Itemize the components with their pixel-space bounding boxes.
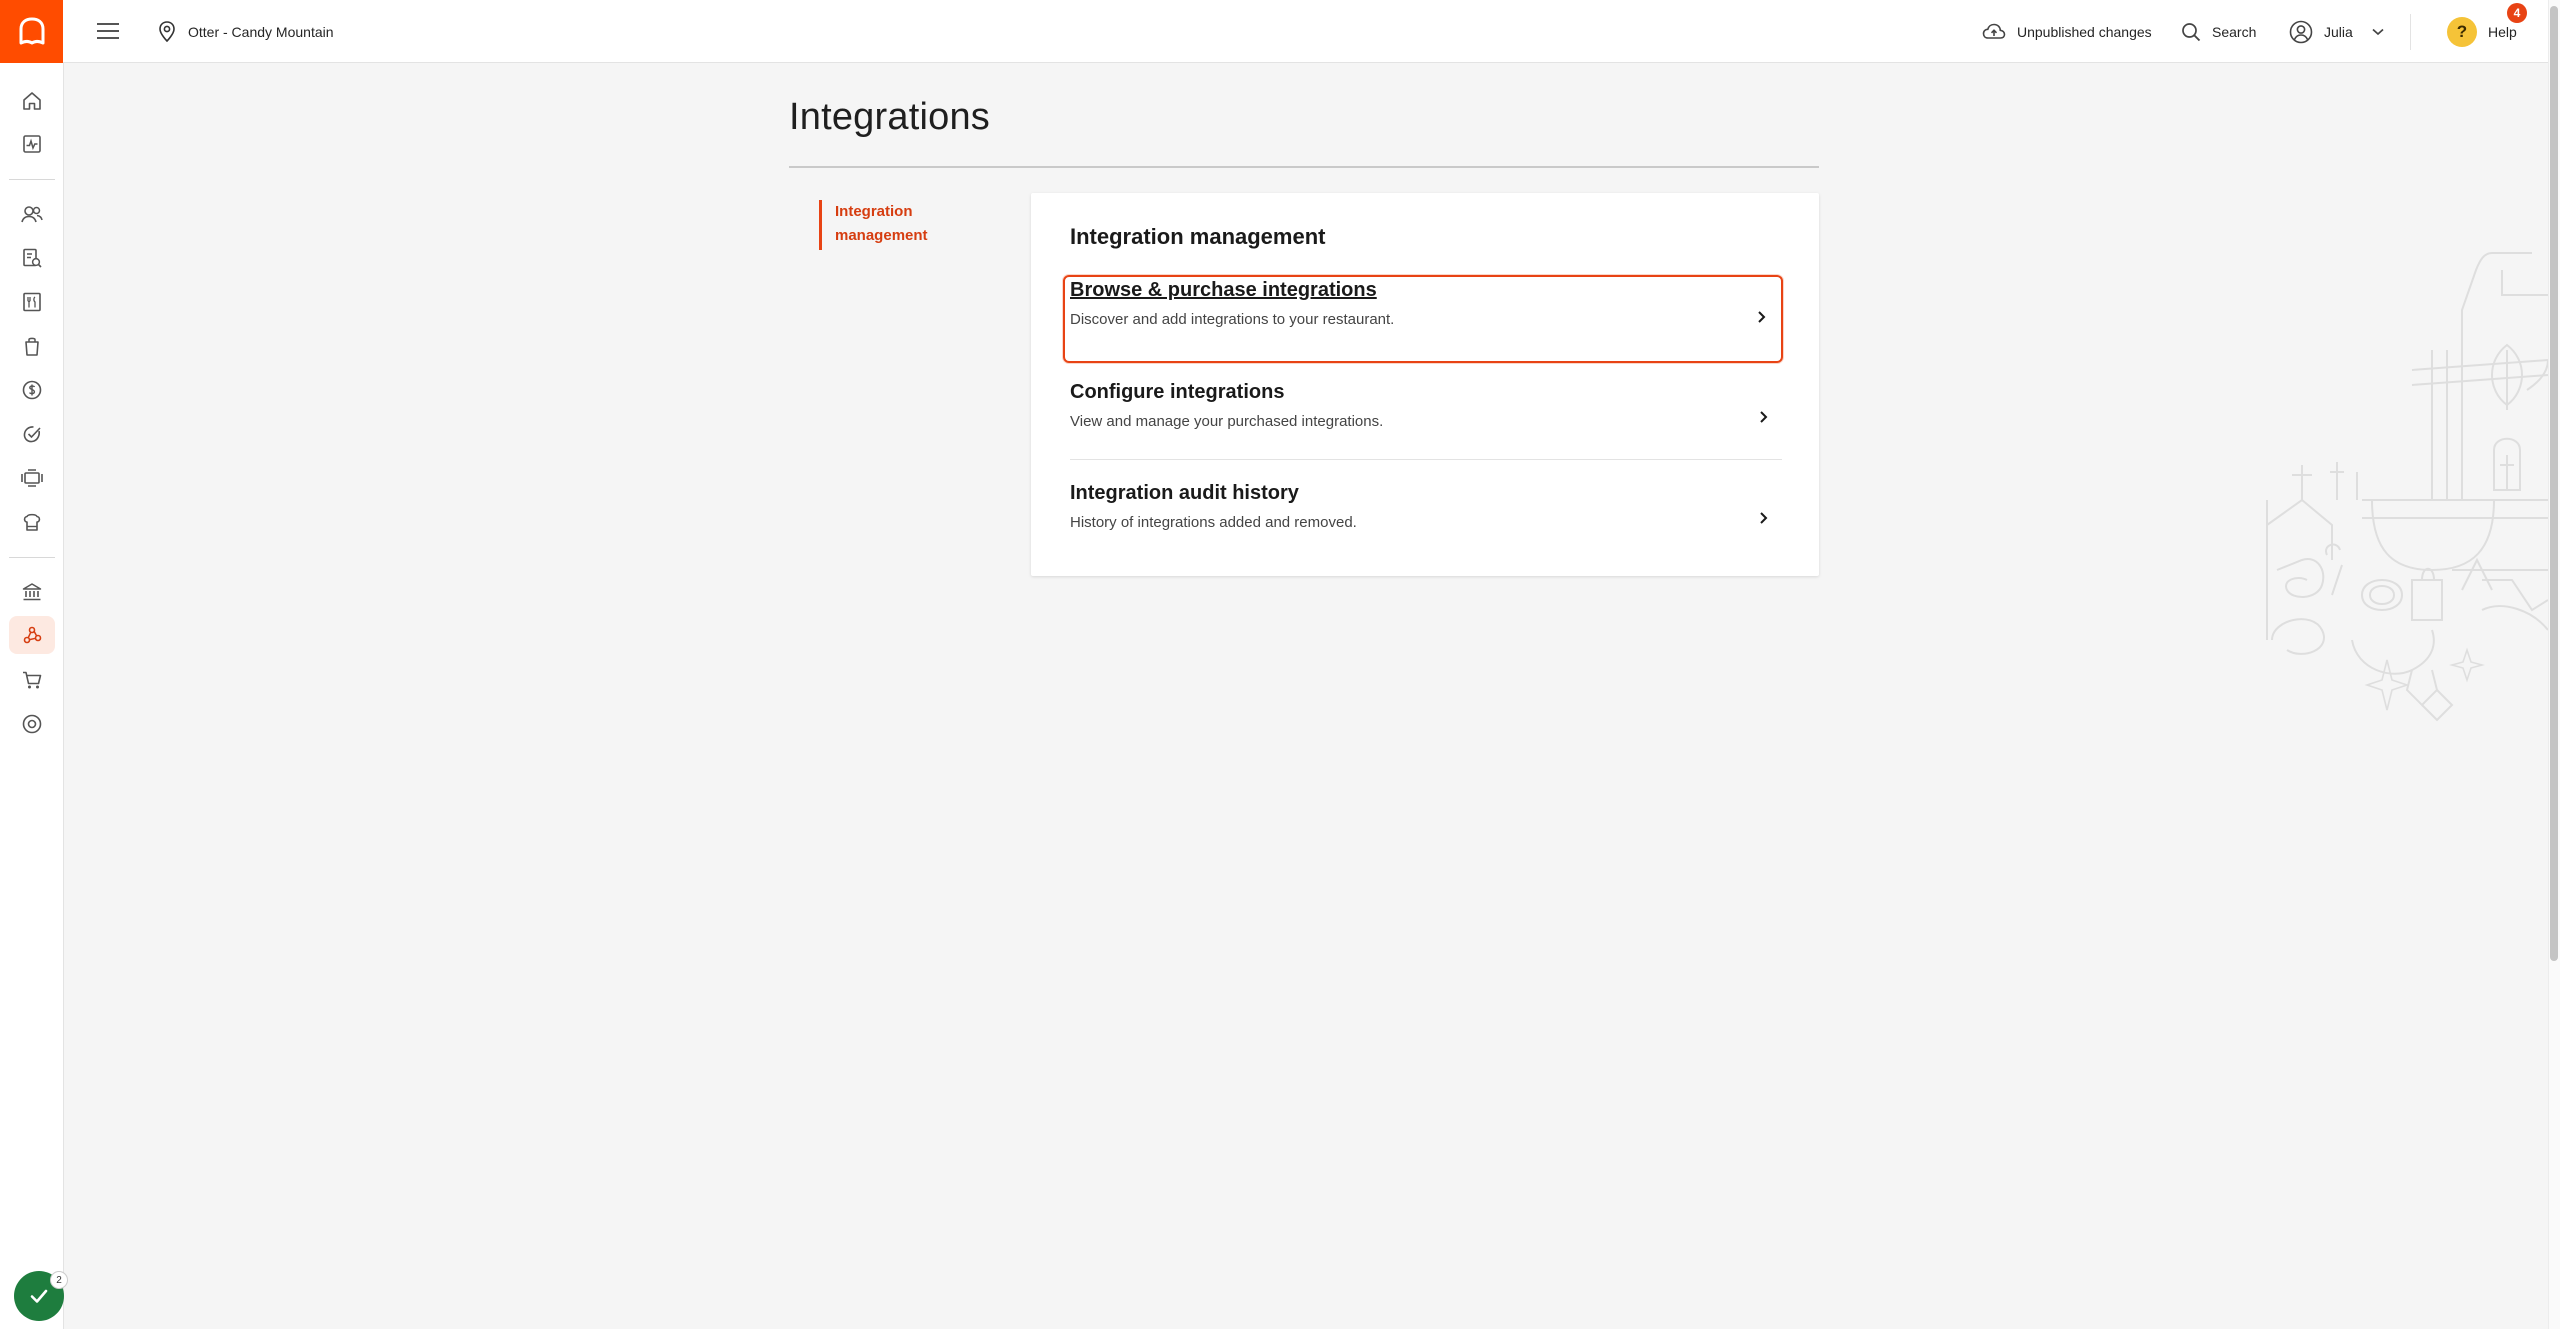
user-name: Julia	[2324, 24, 2353, 40]
topbar-divider	[2410, 14, 2411, 50]
logo-button[interactable]	[0, 0, 63, 63]
kitchen-icon	[21, 511, 43, 533]
scrollbar-thumb[interactable]	[2550, 6, 2558, 961]
configure-integrations-link[interactable]	[1063, 377, 1783, 465]
help-notification-badge: 4	[2507, 3, 2527, 23]
row-title: Configure integrations	[1070, 381, 1285, 403]
title-divider	[789, 166, 1819, 168]
hamburger-menu-icon[interactable]	[95, 20, 121, 42]
sidebar-item-bank[interactable]	[9, 573, 55, 611]
marketing-icon	[21, 423, 43, 445]
analytics-icon	[21, 133, 43, 155]
location-name: Otter - Candy Mountain	[188, 24, 334, 40]
help-button[interactable]	[2447, 18, 2517, 46]
toast-logo-icon	[15, 15, 49, 49]
chevron-right-icon	[1755, 305, 1769, 329]
sidebar-item-guests[interactable]	[9, 195, 55, 233]
checkmark-icon	[26, 1283, 52, 1309]
sidebar	[0, 63, 64, 1329]
sidebar-item-menus[interactable]	[9, 283, 55, 321]
help-label: Help	[2488, 24, 2517, 40]
page-title: Integrations	[789, 96, 990, 138]
cloud-upload-icon	[1982, 22, 2006, 42]
help-icon	[2447, 17, 2477, 47]
home-icon	[21, 90, 43, 112]
integration-management-card	[1031, 193, 1819, 576]
sidebar-item-home[interactable]	[9, 82, 55, 120]
payments-icon	[21, 379, 43, 401]
checklist-count-badge: 2	[50, 1271, 68, 1289]
search-label: Search	[2212, 24, 2257, 40]
chevron-down-icon	[2370, 27, 2386, 37]
menus-icon	[21, 291, 43, 313]
sidebar-item-kitchen[interactable]	[9, 503, 55, 541]
reports-icon	[21, 247, 43, 269]
chevron-right-icon	[1757, 506, 1771, 530]
unpublished-changes-button[interactable]	[1982, 18, 2152, 46]
row-description: View and manage your purchased integrations.	[1070, 413, 1384, 430]
integration-audit-history-link[interactable]	[1063, 478, 1783, 566]
location-selector[interactable]	[158, 20, 334, 44]
takeout-icon	[21, 335, 43, 357]
shop-icon	[21, 669, 43, 691]
sidebar-divider	[9, 179, 55, 180]
row-description: History of integrations added and removed.	[1070, 514, 1357, 531]
subnav-item-integration-management[interactable]: Integration management	[819, 200, 969, 250]
sidebar-item-marketing[interactable]	[9, 415, 55, 453]
sidebar-item-shop[interactable]	[9, 661, 55, 699]
search-button[interactable]	[2181, 18, 2256, 46]
browse-purchase-integrations-link[interactable]	[1063, 275, 1783, 363]
bank-icon	[21, 581, 43, 603]
guests-icon	[20, 203, 44, 225]
row-title: Browse & purchase integrations	[1070, 279, 1377, 301]
location-pin-icon	[158, 21, 176, 43]
row-divider	[1070, 459, 1782, 460]
decorative-illustration	[2262, 250, 2548, 740]
sidebar-item-payments[interactable]	[9, 371, 55, 409]
top-bar	[0, 0, 2548, 63]
sidebar-item-reports[interactable]	[9, 239, 55, 277]
row-description: Discover and add integrations to your restaurant.	[1070, 311, 1395, 328]
chevron-right-icon	[1757, 405, 1771, 429]
sidebar-item-takeout[interactable]	[9, 327, 55, 365]
integrations-icon	[21, 624, 43, 646]
support-icon	[21, 713, 43, 735]
user-menu-button[interactable]	[2289, 18, 2386, 46]
card-heading: Integration management	[1070, 224, 1326, 249]
sidebar-item-support[interactable]	[9, 705, 55, 743]
sidebar-item-analytics[interactable]	[9, 125, 55, 163]
tables-icon	[20, 467, 44, 489]
sidebar-item-integrations[interactable]	[9, 616, 55, 654]
help-glyph: ?	[2456, 22, 2468, 41]
search-icon	[2181, 22, 2201, 42]
unpublished-changes-label: Unpublished changes	[2017, 24, 2152, 40]
sidebar-item-tables[interactable]	[9, 459, 55, 497]
sidebar-divider	[9, 557, 55, 558]
row-title: Integration audit history	[1070, 482, 1299, 504]
user-avatar-icon	[2289, 20, 2313, 44]
